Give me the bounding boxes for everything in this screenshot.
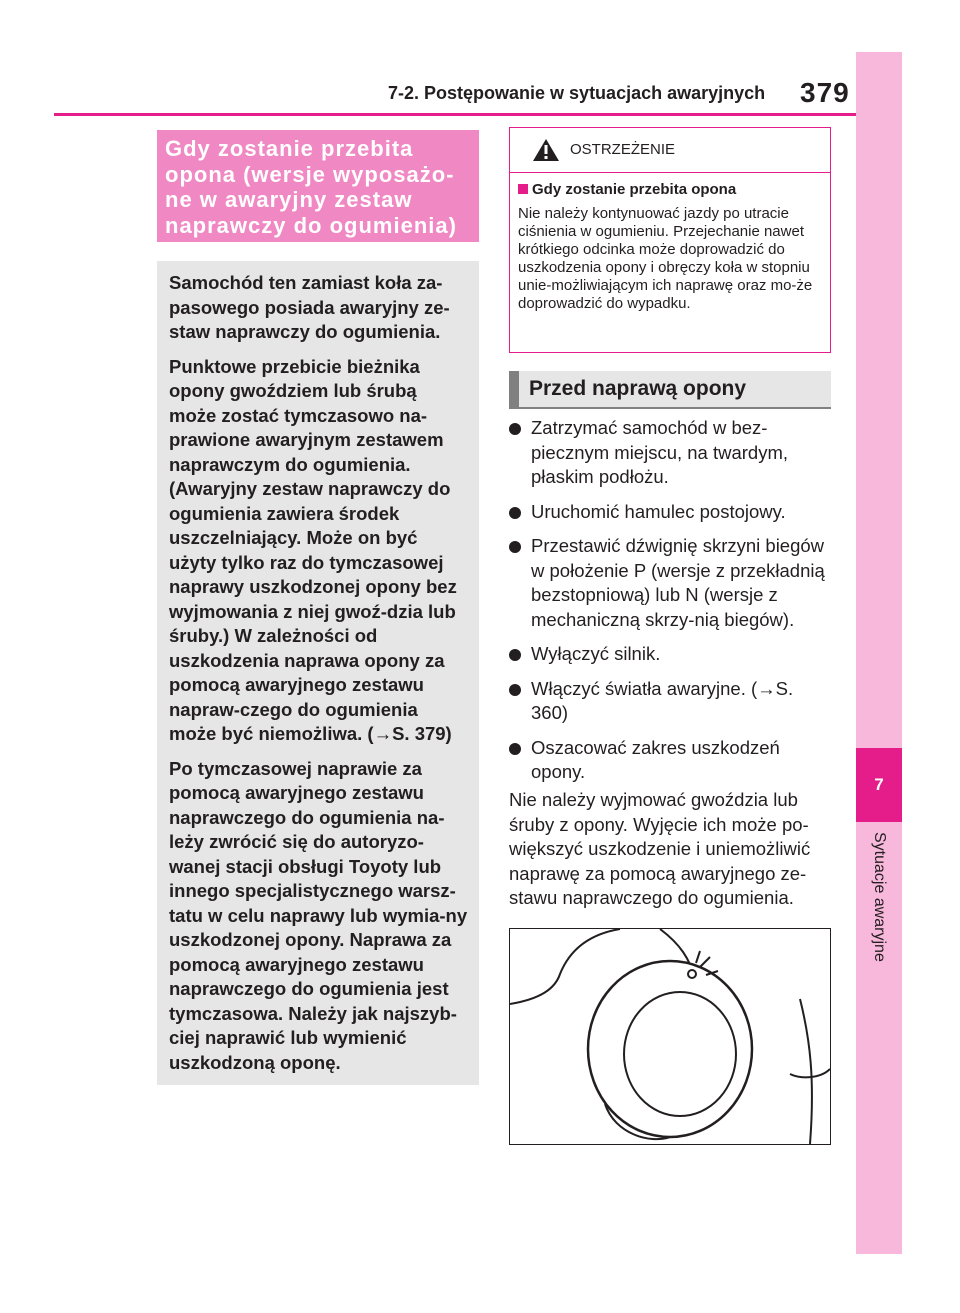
bullet-icon [509,743,521,755]
list-item: Włączyć światła awaryjne. (→S. 360) [509,677,829,726]
bullet-icon [509,423,521,435]
note-paragraph: Nie należy wyjmować gwoździa lub śruby z opony. Wyjęcie ich może po-większyć uszkodzenie i uniemożliwić naprawę za pomocą awaryjnego ze-stawu naprawczego do ogumienia. [509,789,811,908]
section-heading [509,371,831,409]
warning-text: Nie należy kontynuować jazdy po utracie ciśnienia w ogumieniu. Przejechanie nawet krótkiego odcinka może doprowadzić do uszkodzenia opony i obręczy koła w stopniu unie-możliwiającym ich naprawę oraz mo-że doprowadzić do wypadku. [518,205,813,312]
section-heading-text: Przed naprawą opony [529,377,747,400]
intro-paragraph: Po tymczasowej naprawie za pomocą awaryjnego zestawu naprawczego do ogumienia na-leży zwrócić się do autoryzo-wanej stacji obsługi Toyoty lub innego specjalistycznego warsz-tatu w celu naprawy lub wymia-ny uszkodzonej opony. Naprawa za pomocą awaryjnego zestawu naprawczego do ogumienia jest tymczasowa. Należy jak najszyb-ciej naprawić lub wymienić uszkodzoną oponę. [169,757,468,1073]
bullet-icon [509,507,521,519]
list-item: Wyłączyć silnik. [509,642,829,667]
square-bullet-icon [518,184,528,194]
bullet-icon [509,684,521,696]
list-item: Zatrzymać samochód w bez-piecznym miejscu, na twardym, płaskim podłożu. [509,416,829,490]
header-rule [54,113,856,116]
steps-list [509,416,829,795]
warning-header [510,128,830,173]
section-header: 7-2. Postępowanie w sytuacjach awaryjnych [388,83,766,103]
warning-box [509,127,831,353]
punctured-tire-drawing [510,929,830,1144]
chapter-side-tab [856,52,902,1254]
chapter-label: Sytuacje awaryjne [871,832,888,962]
chapter-number: 7 [856,748,902,822]
heading-bar [509,371,519,407]
list-item: Uruchomić hamulec postojowy. [509,500,829,525]
topic-title: Gdy zostanie przebita opona (wersje wyposażo- ne w awaryjny zestaw naprawczy do ogumienia) [157,130,479,242]
intro-paragraph: Samochód ten zamiast koła za-pasowego posiada awaryjny ze-staw naprawczy do ogumienia. [169,272,450,342]
list-item: Oszacować zakres uszkodzeń opony. [509,736,829,785]
page-number: 379 [800,77,850,108]
tire-illustration [509,928,831,1145]
intro-box [157,261,479,1085]
bullet-icon [509,649,521,661]
warning-subtitle: Gdy zostanie przebita opona [518,181,822,199]
list-item: Przestawić dźwignię skrzyni biegów w położenie P (wersje z przekładnią bezstopniową) lub N (wersje z mechaniczną skrzy-nią biegów). [509,534,829,632]
bullet-icon [509,541,521,553]
warning-triangle-icon [532,138,560,162]
intro-paragraph: Punktowe przebicie bieżnika opony gwoździem lub śrubą może zostać tymczasowo na-prawione awaryjnym zestawem naprawczym do ogumienia. (Awaryjny zestaw naprawczy do ogumienia zawiera środek uszczelniający. Może on być użyty tylko raz do tymczasowej naprawy uszkodzonej opony bez wyjmowania z niej gwoź-dzia lub śruby.) W zależności od uszkodzenia naprawa opony za pomocą awaryjnego zestawu napraw-czego do ogumienia może być niemożliwa. (→S. 379) [169,355,457,744]
warning-title: OSTRZEŻENIE [570,141,676,158]
